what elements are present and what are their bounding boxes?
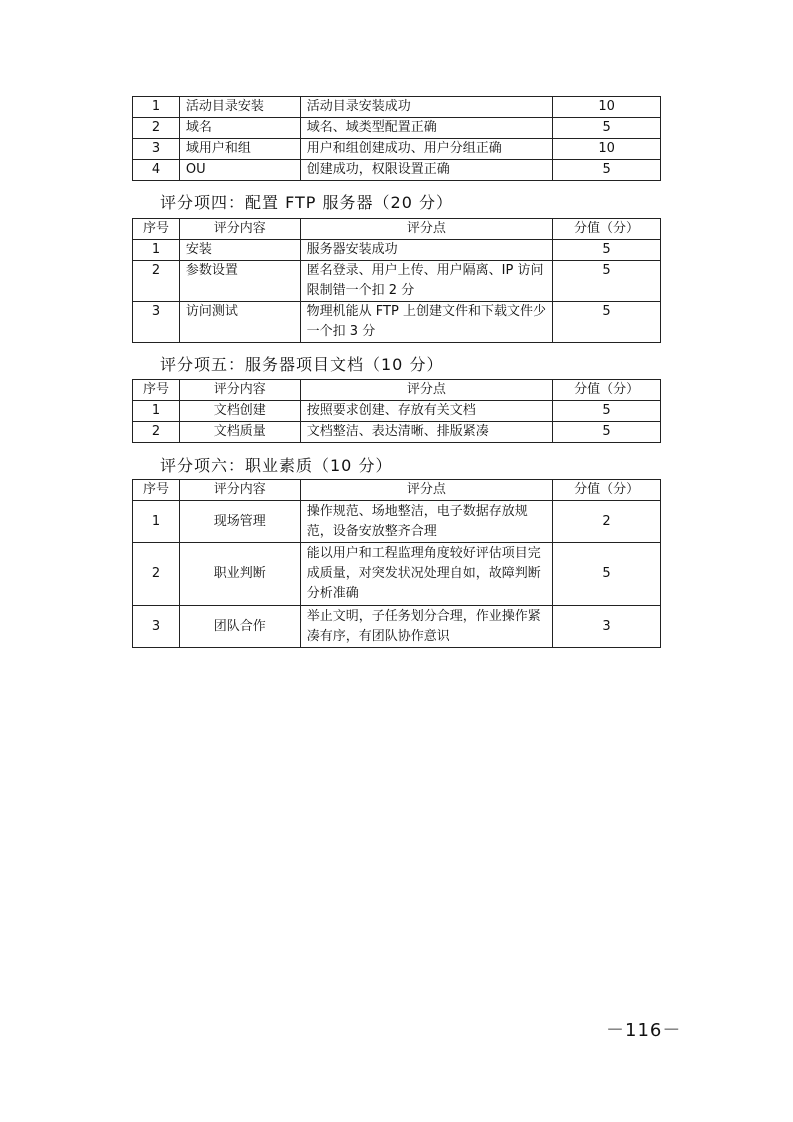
row-no: 1 [133, 240, 180, 261]
header-score: 分值（分） [553, 219, 661, 240]
header-content: 评分内容 [179, 480, 300, 501]
row-score: 5 [553, 160, 661, 181]
header-content: 评分内容 [179, 219, 300, 240]
row-point: 操作规范、场地整洁，电子数据存放规范，设备安放整齐合理 [300, 501, 552, 543]
row-point: 服务器安装成功 [300, 240, 552, 261]
section4-title: 评分项四：配置 FTP 服务器（20 分） [160, 193, 453, 212]
row-no: 3 [133, 606, 180, 648]
row-point: 能以用户和工程监理角度较好评估项目完成质量，对突发状况处理自如，故障判断分析准确 [300, 543, 552, 606]
row-no: 2 [133, 543, 180, 606]
header-point: 评分点 [300, 380, 552, 401]
page-number: －116－ [606, 1020, 682, 1041]
table-row [133, 97, 661, 118]
header-point: 评分点 [300, 219, 552, 240]
row-content: 文档创建 [179, 401, 300, 422]
row-content: 访问测试 [179, 302, 300, 343]
row-content: 团队合作 [179, 606, 300, 648]
row-content: 安装 [179, 240, 300, 261]
row-score: 10 [553, 97, 661, 118]
table-row [133, 422, 661, 443]
row-point: 创建成功，权限设置正确 [300, 160, 552, 181]
table-header-row [133, 480, 661, 501]
header-no: 序号 [133, 480, 180, 501]
row-point: 用户和组创建成功、用户分组正确 [300, 139, 552, 160]
row-content: 活动目录安装 [179, 97, 300, 118]
row-no: 3 [133, 139, 180, 160]
row-score: 5 [553, 261, 661, 302]
row-score: 5 [553, 240, 661, 261]
table-row [133, 118, 661, 139]
row-no: 1 [133, 501, 180, 543]
table-row [133, 261, 661, 302]
header-score: 分值（分） [553, 380, 661, 401]
table-section5 [132, 379, 661, 443]
header-content: 评分内容 [179, 380, 300, 401]
table-row [133, 139, 661, 160]
row-score: 3 [553, 606, 661, 648]
row-content: 域用户和组 [179, 139, 300, 160]
row-content: 文档质量 [179, 422, 300, 443]
row-score: 5 [553, 543, 661, 606]
table-header-row [133, 219, 661, 240]
row-no: 4 [133, 160, 180, 181]
row-score: 5 [553, 302, 661, 343]
row-no: 1 [133, 97, 180, 118]
row-score: 5 [553, 422, 661, 443]
table-section4 [132, 218, 661, 343]
row-no: 2 [133, 118, 180, 139]
row-content: 职业判断 [179, 543, 300, 606]
row-score: 2 [553, 501, 661, 543]
row-content: 现场管理 [179, 501, 300, 543]
table-row [133, 302, 661, 343]
row-no: 3 [133, 302, 180, 343]
row-point: 物理机能从 FTP 上创建文件和下载文件少一个扣 3 分 [300, 302, 552, 343]
row-point: 匿名登录、用户上传、用户隔离、IP 访问限制错一个扣 2 分 [300, 261, 552, 302]
table-section6 [132, 479, 661, 648]
table-row [133, 501, 661, 543]
table-section3-continued [132, 96, 661, 181]
table-row [133, 543, 661, 606]
row-point: 域名、域类型配置正确 [300, 118, 552, 139]
header-point: 评分点 [300, 480, 552, 501]
row-content: OU [179, 160, 300, 181]
table-header-row [133, 380, 661, 401]
header-no: 序号 [133, 219, 180, 240]
row-score: 10 [553, 139, 661, 160]
row-score: 5 [553, 401, 661, 422]
table-row [133, 606, 661, 648]
row-content: 域名 [179, 118, 300, 139]
header-no: 序号 [133, 380, 180, 401]
section6-title: 评分项六：职业素质（10 分） [160, 456, 393, 475]
table-row [133, 401, 661, 422]
table-row [133, 160, 661, 181]
row-point: 举止文明，子任务划分合理，作业操作紧凑有序，有团队协作意识 [300, 606, 552, 648]
row-no: 1 [133, 401, 180, 422]
table-row [133, 240, 661, 261]
row-score: 5 [553, 118, 661, 139]
header-score: 分值（分） [553, 480, 661, 501]
row-point: 活动目录安装成功 [300, 97, 552, 118]
row-no: 2 [133, 422, 180, 443]
row-content: 参数设置 [179, 261, 300, 302]
row-no: 2 [133, 261, 180, 302]
row-point: 按照要求创建、存放有关文档 [300, 401, 552, 422]
section5-title: 评分项五：服务器项目文档（10 分） [160, 355, 444, 374]
row-point: 文档整洁、表达清晰、排版紧凑 [300, 422, 552, 443]
